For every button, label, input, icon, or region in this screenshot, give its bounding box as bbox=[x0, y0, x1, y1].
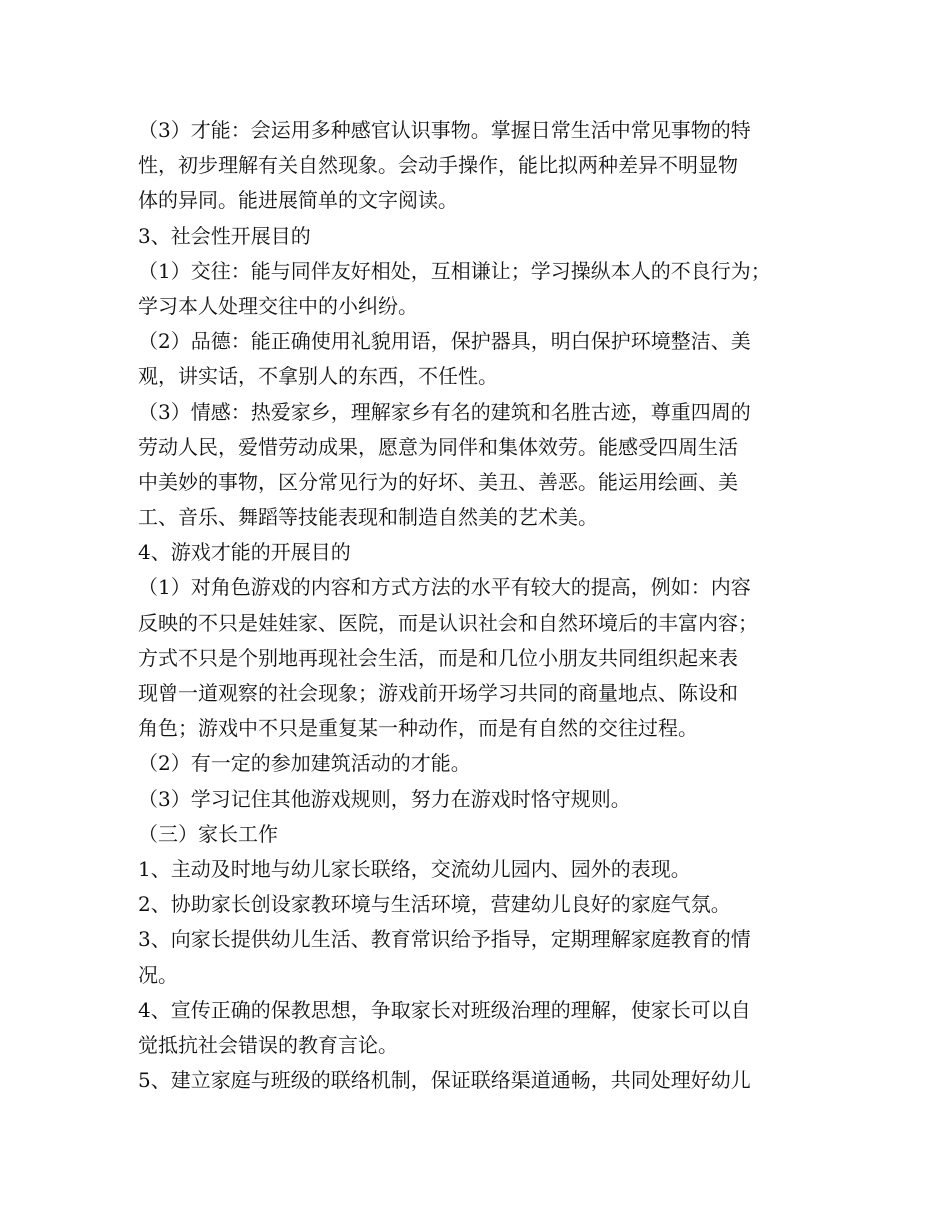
text-line-5: （1）交往：能与同伴友好相处，互相谦让；学习操纵本人的不良行为； bbox=[138, 258, 771, 283]
text-line-25: 况。 bbox=[138, 962, 178, 987]
text-line-27: 觉抵抗社会错误的教育言论。 bbox=[138, 1032, 398, 1057]
text-line-22: 1、主动及时地与幼儿家长联络，交流幼儿园内、园外的表现。 bbox=[138, 856, 691, 881]
text-line-3: 体的异同。能进展简单的文字阅读。 bbox=[138, 188, 458, 213]
text-line-26: 4、宣传正确的保教思想，争取家长对班级治理的理解，使家长可以自 bbox=[138, 997, 751, 1022]
text-line-10: 劳动人民，爱惜劳动成果，愿意为同伴和集体效劳。能感受四周生活 bbox=[138, 434, 738, 459]
section-heading-game: 4、游戏才能的开展目的 bbox=[138, 540, 351, 565]
text-line-16: 方式不只是个别地再现社会生活，而是和几位小朋友共同组织起来表 bbox=[138, 645, 738, 670]
text-line-11: 中美妙的事物，区分常见行为的好坏、美丑、善恶。能运用绘画、美 bbox=[138, 469, 738, 494]
text-line-28: 5、建立家庭与班级的联络机制，保证联络渠道通畅，共同处理好幼儿 bbox=[138, 1068, 751, 1093]
section-heading-parents: （三）家长工作 bbox=[138, 821, 278, 846]
text-line-8: 观，讲实话，不拿别人的东西，不任性。 bbox=[138, 364, 498, 389]
text-line-15: 反映的不只是娃娃家、医院，而是认识社会和自然环境后的丰富内容； bbox=[138, 610, 758, 635]
text-line-2: 性，初步理解有关自然现象。会动手操作，能比拟两种差异不明显物 bbox=[138, 153, 738, 178]
document-body bbox=[138, 113, 818, 1098]
text-line-18: 角色；游戏中不只是重复某一种动作，而是有自然的交往过程。 bbox=[138, 716, 698, 741]
text-line-19: （2）有一定的参加建筑活动的才能。 bbox=[138, 751, 471, 776]
text-line-9: （3）情感：热爱家乡，理解家乡有名的建筑和名胜古迹，尊重四周的 bbox=[138, 399, 751, 424]
text-line-17: 现曾一道观察的社会现象；游戏前开场学习共同的商量地点、陈设和 bbox=[138, 681, 738, 705]
text-line-23: 2、协助家长创设家教环境与生活环境，营建幼儿良好的家庭气氛。 bbox=[138, 892, 731, 917]
text-line-6: 学习本人处理交往中的小纠纷。 bbox=[138, 293, 418, 318]
text-line-14: （1）对角色游戏的内容和方式方法的水平有较大的提高，例如：内容 bbox=[138, 575, 751, 600]
text-line-1: （3）才能：会运用多种感官认识事物。掌握日常生活中常见事物的特 bbox=[138, 118, 751, 142]
text-line-12: 工、音乐、舞蹈等技能表现和制造自然美的艺术美。 bbox=[138, 505, 598, 530]
text-line-20: （3）学习记住其他游戏规则，努力在游戏时恪守规则。 bbox=[138, 786, 631, 811]
text-line-24: 3、向家长提供幼儿生活、教育常识给予指导，定期理解家庭教育的情 bbox=[138, 927, 751, 952]
section-heading-social: 3、社会性开展目的 bbox=[138, 223, 311, 248]
text-line-7: （2）品德：能正确使用礼貌用语，保护器具，明白保护环境整洁、美 bbox=[138, 329, 751, 354]
